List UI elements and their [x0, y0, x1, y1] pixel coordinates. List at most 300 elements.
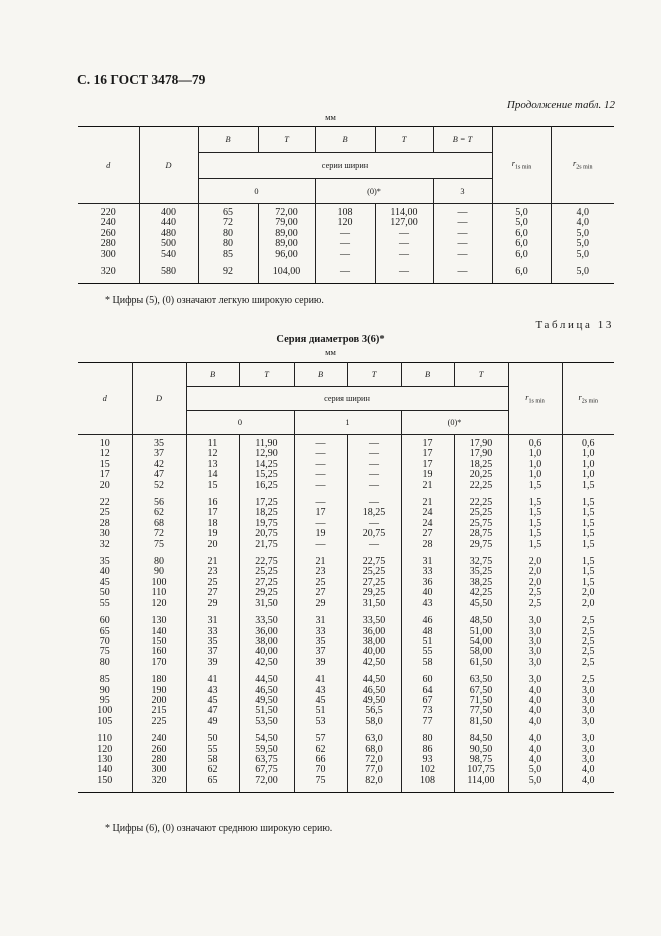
- table-cell: 20,75: [239, 529, 294, 539]
- table-cell: 65: [198, 204, 258, 219]
- table-cell: 86: [401, 745, 454, 755]
- table-cell: —: [315, 250, 375, 260]
- table-cell: 320: [78, 260, 139, 284]
- table-cell: 56: [132, 491, 186, 508]
- table-cell: 57: [294, 727, 347, 744]
- table-cell: 240: [132, 727, 186, 744]
- table-cell: 80: [401, 727, 454, 744]
- table-row: [78, 658, 614, 668]
- table-cell: 37: [186, 647, 239, 657]
- table-cell: 2,0: [508, 578, 562, 588]
- table-cell: 30: [78, 529, 132, 539]
- header-B: B: [186, 363, 239, 387]
- table-cell: 75: [294, 776, 347, 793]
- table-cell: 40: [401, 588, 454, 598]
- table-cell: 44,50: [239, 668, 294, 685]
- table-cell: 3,0: [562, 696, 614, 706]
- table-cell: 4,0: [508, 696, 562, 706]
- table-cell: 2,5: [562, 658, 614, 668]
- table-cell: 45: [78, 578, 132, 588]
- table-cell: 16,25: [239, 481, 294, 491]
- table-cell: 29,75: [454, 540, 508, 550]
- table-cell: 11,90: [239, 435, 294, 450]
- table-cell: 22,75: [239, 550, 294, 567]
- table-cell: 77,0: [347, 765, 401, 775]
- table-cell: 2,5: [562, 627, 614, 637]
- table-cell: 1,5: [508, 481, 562, 491]
- table-cell: —: [315, 239, 375, 249]
- table-cell: 31,50: [347, 599, 401, 609]
- table-cell: 15: [78, 460, 132, 470]
- table-cell: 62: [294, 745, 347, 755]
- table-cell: 42,50: [347, 658, 401, 668]
- table-cell: 3,0: [562, 745, 614, 755]
- table-row: [78, 260, 614, 284]
- table2-unit: мм: [325, 347, 336, 357]
- table-13-body: [78, 435, 614, 793]
- table-cell: 14,25: [239, 460, 294, 470]
- table-cell: 72: [132, 529, 186, 539]
- table-cell: 104,00: [258, 260, 315, 284]
- table-cell: 440: [139, 218, 198, 228]
- table-cell: 260: [78, 229, 139, 239]
- table-cell: 63,75: [239, 755, 294, 765]
- table-12-body: [78, 204, 614, 284]
- table-cell: 3,0: [508, 627, 562, 637]
- table-cell: 48,50: [454, 609, 508, 626]
- table-cell: 55: [401, 647, 454, 657]
- table-cell: 18: [186, 519, 239, 529]
- header-T: T: [454, 363, 508, 387]
- table-cell: 15: [186, 481, 239, 491]
- table-cell: 10: [78, 435, 132, 450]
- header-width-series: серия ширин: [186, 387, 508, 411]
- table-cell: 24: [401, 508, 454, 518]
- table-cell: 48: [401, 627, 454, 637]
- table-cell: 96,00: [258, 250, 315, 260]
- header-series-3: 3: [433, 179, 492, 204]
- table-cell: 38,00: [239, 637, 294, 647]
- table-cell: 1,5: [562, 481, 614, 491]
- table-cell: 12: [78, 449, 132, 459]
- table-cell: 2,5: [562, 609, 614, 626]
- table-cell: 47: [132, 470, 186, 480]
- table-cell: 500: [139, 239, 198, 249]
- header-width-series: серии ширин: [198, 153, 492, 179]
- table-cell: 55: [78, 599, 132, 609]
- table-cell: 19,75: [239, 519, 294, 529]
- table-cell: 33: [401, 567, 454, 577]
- table-cell: 320: [132, 776, 186, 793]
- table-cell: 50: [186, 727, 239, 744]
- table-cell: 170: [132, 658, 186, 668]
- table-cell: 3,0: [508, 609, 562, 626]
- table-cell: 61,50: [454, 658, 508, 668]
- table-cell: 67,50: [454, 686, 508, 696]
- table-cell: 35,25: [454, 567, 508, 577]
- table-cell: 3,0: [508, 637, 562, 647]
- table-cell: 2,5: [562, 668, 614, 685]
- table-cell: 43: [294, 686, 347, 696]
- table-cell: 215: [132, 706, 186, 716]
- table-cell: 89,00: [258, 229, 315, 239]
- table-cell: 37: [294, 647, 347, 657]
- table-cell: 4,0: [551, 204, 614, 219]
- table-cell: —: [347, 435, 401, 450]
- table-cell: —: [294, 540, 347, 550]
- table-cell: 68,0: [347, 745, 401, 755]
- table-cell: 72: [198, 218, 258, 228]
- header-T: T: [375, 127, 433, 153]
- table-cell: 4,0: [508, 717, 562, 727]
- table-cell: 71,50: [454, 696, 508, 706]
- header-series-1: 1: [294, 411, 401, 435]
- table-12: [78, 126, 614, 284]
- header-series-0-star: (0)*: [401, 411, 508, 435]
- table-cell: 180: [132, 668, 186, 685]
- table-cell: 5,0: [492, 218, 551, 228]
- table-cell: —: [433, 239, 492, 249]
- table-cell: 29,25: [347, 588, 401, 598]
- table-cell: 100: [132, 578, 186, 588]
- table-row: [78, 481, 614, 491]
- table-cell: 21,75: [239, 540, 294, 550]
- table2-footnote: * Цифры (6), (0) означают среднюю широкую серию.: [105, 823, 333, 834]
- table-cell: 25,25: [239, 567, 294, 577]
- table-cell: 225: [132, 717, 186, 727]
- header-T: T: [239, 363, 294, 387]
- table-cell: 2,5: [562, 637, 614, 647]
- table-cell: 36,00: [347, 627, 401, 637]
- table-cell: 280: [132, 755, 186, 765]
- table-cell: —: [294, 460, 347, 470]
- table-cell: 260: [132, 745, 186, 755]
- table-cell: 49,50: [239, 696, 294, 706]
- table-cell: 42: [132, 460, 186, 470]
- table-cell: 20,75: [347, 529, 401, 539]
- header-B: B: [294, 363, 347, 387]
- table-cell: 37: [132, 449, 186, 459]
- table-cell: —: [294, 470, 347, 480]
- header-r1s-min: $r_{1s min}$: [508, 363, 562, 435]
- table-cell: 40: [78, 567, 132, 577]
- table-row: [78, 668, 614, 685]
- table-cell: 25,75: [454, 519, 508, 529]
- table-cell: 28: [401, 540, 454, 550]
- table-cell: 43: [401, 599, 454, 609]
- table-cell: 2,0: [562, 599, 614, 609]
- table-cell: 3,0: [562, 717, 614, 727]
- table-cell: 42,25: [454, 588, 508, 598]
- table-cell: 75: [132, 540, 186, 550]
- table-cell: —: [375, 260, 433, 284]
- table-cell: 5,0: [551, 250, 614, 260]
- table-cell: 3,0: [508, 668, 562, 685]
- table-row: [78, 717, 614, 727]
- table-cell: —: [433, 260, 492, 284]
- table-cell: 20: [186, 540, 239, 550]
- table-cell: 55: [186, 745, 239, 755]
- table-13: [78, 362, 614, 793]
- table-cell: 32,75: [454, 550, 508, 567]
- table-cell: 29: [294, 599, 347, 609]
- table-cell: 45: [294, 696, 347, 706]
- table-cell: 2,5: [508, 588, 562, 598]
- table-cell: —: [433, 229, 492, 239]
- table-cell: 84,50: [454, 727, 508, 744]
- table-cell: 16: [186, 491, 239, 508]
- table-cell: 108: [401, 776, 454, 793]
- table-cell: 80: [198, 229, 258, 239]
- table-cell: 62: [132, 508, 186, 518]
- table-cell: 82,0: [347, 776, 401, 793]
- table-cell: 59,50: [239, 745, 294, 755]
- table-cell: 1,5: [508, 519, 562, 529]
- table-cell: 38,25: [454, 578, 508, 588]
- table-cell: 1,5: [562, 540, 614, 550]
- table-cell: 40,00: [347, 647, 401, 657]
- table-cell: 127,00: [375, 218, 433, 228]
- table-cell: 15,25: [239, 470, 294, 480]
- table-cell: 580: [139, 260, 198, 284]
- table-cell: 77: [401, 717, 454, 727]
- table-cell: 220: [78, 204, 139, 219]
- table-cell: —: [433, 218, 492, 228]
- table-cell: 41: [294, 668, 347, 685]
- table-cell: 22,75: [347, 550, 401, 567]
- table-cell: 3,0: [562, 755, 614, 765]
- table-cell: 46: [401, 609, 454, 626]
- table-cell: 1,5: [508, 508, 562, 518]
- table-cell: 21: [294, 550, 347, 567]
- table-cell: 5,0: [551, 239, 614, 249]
- table-cell: 92: [198, 260, 258, 284]
- table-cell: 17: [401, 435, 454, 450]
- table-cell: 400: [139, 204, 198, 219]
- table-cell: 1,5: [508, 529, 562, 539]
- table-cell: 120: [132, 599, 186, 609]
- table-cell: —: [294, 491, 347, 508]
- table-cell: 130: [132, 609, 186, 626]
- table-cell: 23: [294, 567, 347, 577]
- table-cell: 140: [78, 765, 132, 775]
- table-cell: 130: [78, 755, 132, 765]
- table-cell: 51: [294, 706, 347, 716]
- table-cell: 58,00: [454, 647, 508, 657]
- header-d: d: [78, 127, 139, 204]
- table-cell: —: [347, 449, 401, 459]
- table-cell: 27: [294, 588, 347, 598]
- table-cell: —: [294, 481, 347, 491]
- table-cell: 110: [78, 727, 132, 744]
- table-cell: 21: [401, 481, 454, 491]
- header-r2s-min: $r_{2s min}$: [562, 363, 614, 435]
- table-cell: —: [347, 470, 401, 480]
- table-row: [78, 204, 614, 219]
- table-cell: 190: [132, 686, 186, 696]
- header-B: B: [315, 127, 375, 153]
- table-cell: 300: [78, 250, 139, 260]
- table-cell: 73: [401, 706, 454, 716]
- table-cell: 93: [401, 755, 454, 765]
- header-T: T: [347, 363, 401, 387]
- table-cell: 63,0: [347, 727, 401, 744]
- table-cell: 35: [186, 637, 239, 647]
- table-cell: 70: [78, 637, 132, 647]
- table-cell: 50: [78, 588, 132, 598]
- table-cell: 4,0: [508, 755, 562, 765]
- table-row: [78, 550, 614, 567]
- table-cell: 25: [186, 578, 239, 588]
- table-cell: 54,50: [239, 727, 294, 744]
- table-cell: 51: [401, 637, 454, 647]
- table-cell: 17,25: [239, 491, 294, 508]
- table-cell: —: [294, 435, 347, 450]
- table-cell: 3,0: [562, 686, 614, 696]
- table-cell: 28: [78, 519, 132, 529]
- table-cell: 2,0: [508, 567, 562, 577]
- table-cell: 107,75: [454, 765, 508, 775]
- header-r1s-min: $r_{1s min}$: [492, 127, 551, 204]
- table-cell: 56,5: [347, 706, 401, 716]
- table-cell: 23: [186, 567, 239, 577]
- header-series-0: 0: [198, 179, 315, 204]
- table-cell: —: [375, 239, 433, 249]
- table-cell: 1,0: [562, 470, 614, 480]
- table-cell: —: [347, 491, 401, 508]
- table-cell: 64: [401, 686, 454, 696]
- table-cell: 4,0: [508, 727, 562, 744]
- table-cell: 22,25: [454, 481, 508, 491]
- table-cell: 150: [78, 776, 132, 793]
- table-cell: 47: [186, 706, 239, 716]
- table-cell: 160: [132, 647, 186, 657]
- table-cell: 1,5: [562, 491, 614, 508]
- table-cell: 17: [78, 470, 132, 480]
- table-cell: 72,00: [258, 204, 315, 219]
- header-B: B: [198, 127, 258, 153]
- table-cell: 36,00: [239, 627, 294, 637]
- header-d: d: [78, 363, 132, 435]
- table-cell: 29,25: [239, 588, 294, 598]
- table-cell: 200: [132, 696, 186, 706]
- table-cell: 60: [401, 668, 454, 685]
- table-cell: 41: [186, 668, 239, 685]
- table-cell: —: [294, 519, 347, 529]
- table1-unit: мм: [325, 112, 336, 122]
- table-cell: 66: [294, 755, 347, 765]
- table-cell: 2,5: [562, 647, 614, 657]
- table-cell: 44,50: [347, 668, 401, 685]
- table-cell: 17,90: [454, 435, 508, 450]
- table-cell: 80: [78, 658, 132, 668]
- table-cell: 70: [294, 765, 347, 775]
- header-series-0-star: (0)*: [315, 179, 433, 204]
- table-cell: 51,50: [239, 706, 294, 716]
- table-cell: 108: [315, 204, 375, 219]
- table-cell: 150: [132, 637, 186, 647]
- table-cell: 5,0: [508, 765, 562, 775]
- table-cell: 72,00: [239, 776, 294, 793]
- table-cell: 63,50: [454, 668, 508, 685]
- table-cell: 98,75: [454, 755, 508, 765]
- table-cell: 42,50: [239, 658, 294, 668]
- table-cell: 95: [78, 696, 132, 706]
- table-cell: 3,0: [562, 706, 614, 716]
- table-cell: 85: [198, 250, 258, 260]
- table-cell: 19: [294, 529, 347, 539]
- table-cell: 65: [186, 776, 239, 793]
- table-cell: 140: [132, 627, 186, 637]
- table-cell: 89,00: [258, 239, 315, 249]
- table-cell: 5,0: [551, 229, 614, 239]
- table-cell: 80: [198, 239, 258, 249]
- table-row: [78, 776, 614, 793]
- table-cell: 22,25: [454, 491, 508, 508]
- table-cell: 35: [78, 550, 132, 567]
- table-cell: 4,0: [508, 745, 562, 755]
- table-cell: 67: [401, 696, 454, 706]
- table-cell: 3,0: [508, 647, 562, 657]
- table-cell: 31: [294, 609, 347, 626]
- table-cell: 52: [132, 481, 186, 491]
- header-B: B: [401, 363, 454, 387]
- table-cell: —: [347, 481, 401, 491]
- table-cell: 5,0: [508, 776, 562, 793]
- table-cell: 49,50: [347, 696, 401, 706]
- table-cell: 300: [132, 765, 186, 775]
- table-13-title: Серия диаметров 3(6)*: [276, 334, 385, 345]
- table-cell: 27: [401, 529, 454, 539]
- table-cell: 0,6: [508, 435, 562, 450]
- table-cell: 58: [186, 755, 239, 765]
- table-cell: 80: [132, 550, 186, 567]
- table-cell: 102: [401, 765, 454, 775]
- table-row: [78, 540, 614, 550]
- table-cell: 1,5: [508, 491, 562, 508]
- table-cell: 1,0: [562, 460, 614, 470]
- table-cell: 53: [294, 717, 347, 727]
- table-cell: 18,25: [239, 508, 294, 518]
- table-cell: 90: [132, 567, 186, 577]
- table-cell: 25,25: [454, 508, 508, 518]
- table-cell: 35: [294, 637, 347, 647]
- table-cell: 1,0: [508, 449, 562, 459]
- table-cell: 100: [78, 706, 132, 716]
- table-cell: —: [347, 460, 401, 470]
- table-cell: 22: [78, 491, 132, 508]
- header-B-equals-T: B = T: [433, 127, 492, 153]
- table-cell: 540: [139, 250, 198, 260]
- table-cell: 1,5: [508, 540, 562, 550]
- table-cell: 4,0: [562, 776, 614, 793]
- table-cell: 2,5: [508, 599, 562, 609]
- table-cell: —: [433, 250, 492, 260]
- table-cell: 67,75: [239, 765, 294, 775]
- table-cell: 6,0: [492, 250, 551, 260]
- table-cell: 65: [78, 627, 132, 637]
- table-row: [78, 250, 614, 260]
- header-series-0: 0: [186, 411, 294, 435]
- table-cell: 62: [186, 765, 239, 775]
- table-cell: 40,00: [239, 647, 294, 657]
- table-row: [78, 435, 614, 450]
- table-cell: 31: [186, 609, 239, 626]
- table-cell: 18,25: [347, 508, 401, 518]
- table-cell: 114,00: [375, 204, 433, 219]
- header-T: T: [258, 127, 315, 153]
- table-cell: 20,25: [454, 470, 508, 480]
